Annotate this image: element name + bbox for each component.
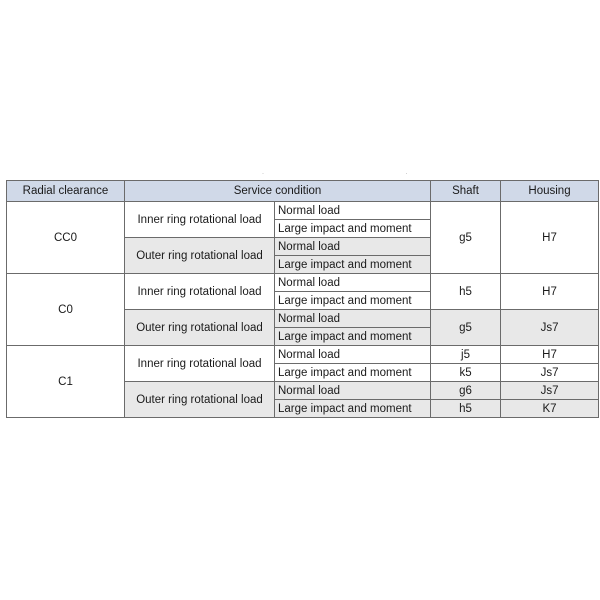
decorative-dots: · · bbox=[262, 171, 478, 177]
housing-cell: Js7 bbox=[501, 310, 599, 346]
header-shaft: Shaft bbox=[431, 181, 501, 202]
load-cell: Normal load bbox=[275, 382, 431, 400]
shaft-cell: j5 bbox=[431, 346, 501, 364]
load-cell: Normal load bbox=[275, 310, 431, 328]
condition-cell: Inner ring rotational load bbox=[125, 274, 275, 310]
table-row bbox=[7, 346, 599, 364]
condition-cell: Outer ring rotational load bbox=[125, 382, 275, 418]
load-cell: Normal load bbox=[275, 346, 431, 364]
clearance-cell: C1 bbox=[7, 346, 125, 418]
load-cell: Normal load bbox=[275, 274, 431, 292]
header-service-condition: Service condition bbox=[125, 181, 431, 202]
shaft-cell: h5 bbox=[431, 400, 501, 418]
housing-cell: H7 bbox=[501, 346, 599, 364]
shaft-cell: g5 bbox=[431, 310, 501, 346]
shaft-cell: h5 bbox=[431, 274, 501, 310]
condition-cell: Outer ring rotational load bbox=[125, 238, 275, 274]
clearance-cell: CC0 bbox=[7, 202, 125, 274]
load-cell: Large impact and moment bbox=[275, 220, 431, 238]
housing-cell: H7 bbox=[501, 202, 599, 274]
housing-cell: K7 bbox=[501, 400, 599, 418]
load-cell: Normal load bbox=[275, 202, 431, 220]
load-cell: Large impact and moment bbox=[275, 328, 431, 346]
load-cell: Large impact and moment bbox=[275, 400, 431, 418]
housing-cell: Js7 bbox=[501, 382, 599, 400]
shaft-cell: g5 bbox=[431, 202, 501, 274]
bearing-fit-table bbox=[6, 180, 599, 418]
load-cell: Large impact and moment bbox=[275, 292, 431, 310]
housing-cell: H7 bbox=[501, 274, 599, 310]
load-cell: Large impact and moment bbox=[275, 256, 431, 274]
header-radial-clearance: Radial clearance bbox=[7, 181, 125, 202]
header-housing: Housing bbox=[501, 181, 599, 202]
table-row bbox=[7, 202, 599, 220]
shaft-cell: g6 bbox=[431, 382, 501, 400]
clearance-cell: C0 bbox=[7, 274, 125, 346]
condition-cell: Inner ring rotational load bbox=[125, 346, 275, 382]
condition-cell: Outer ring rotational load bbox=[125, 310, 275, 346]
header-row bbox=[7, 181, 599, 202]
load-cell: Large impact and moment bbox=[275, 364, 431, 382]
housing-cell: Js7 bbox=[501, 364, 599, 382]
load-cell: Normal load bbox=[275, 238, 431, 256]
shaft-cell: k5 bbox=[431, 364, 501, 382]
condition-cell: Inner ring rotational load bbox=[125, 202, 275, 238]
table-row bbox=[7, 274, 599, 292]
